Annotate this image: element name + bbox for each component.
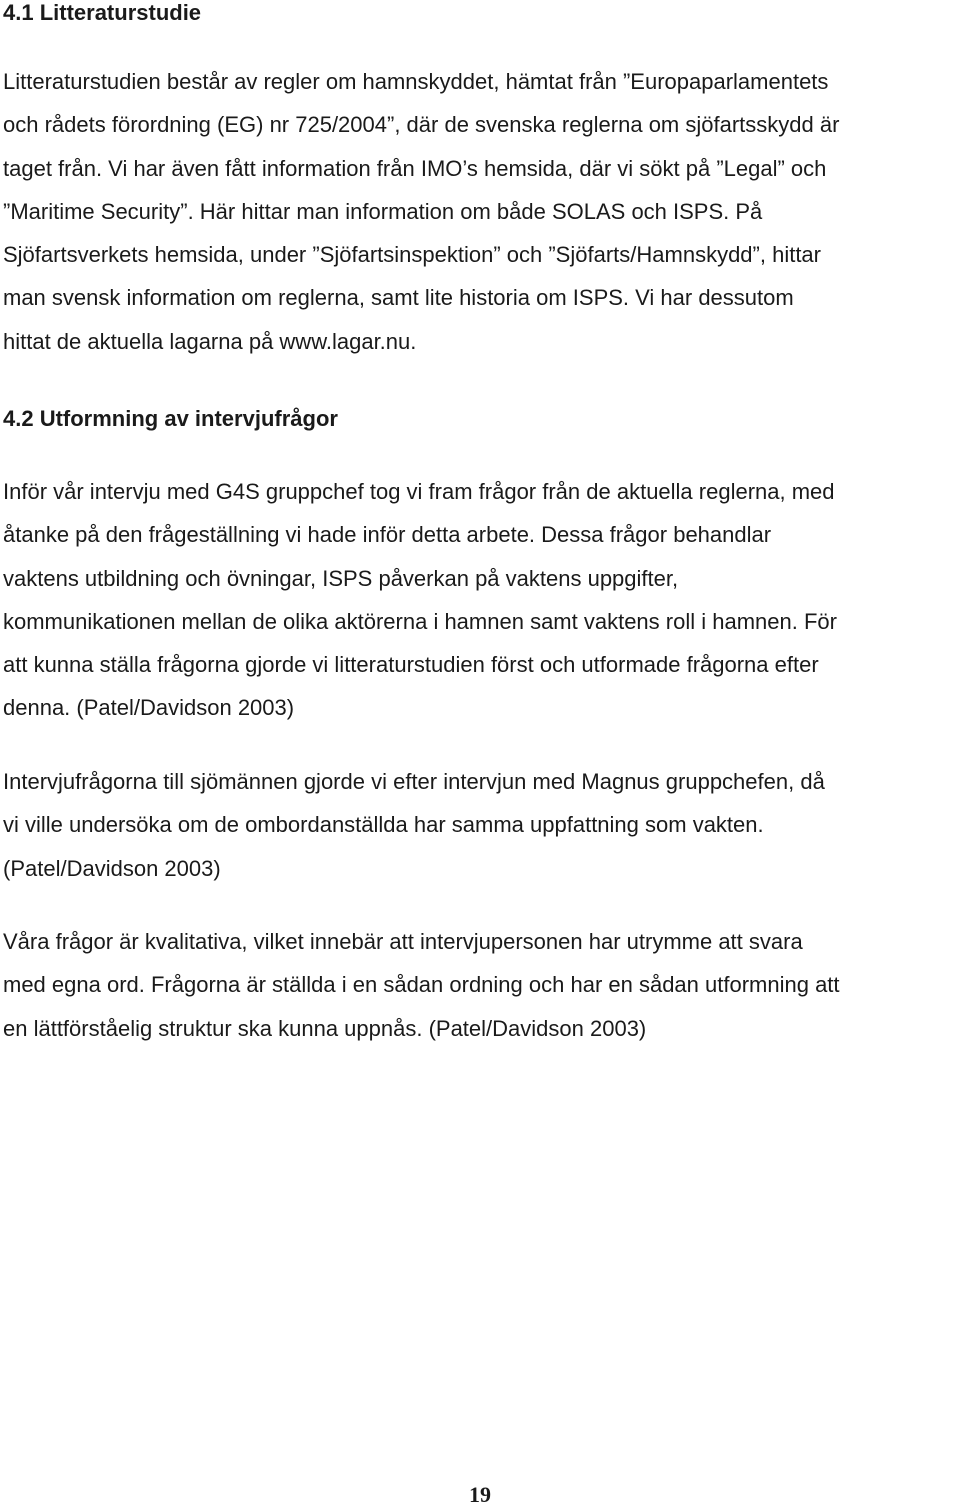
paragraph-kvalitativa bbox=[3, 920, 960, 1050]
section-heading-litteraturstudie: 4.1 Litteraturstudie bbox=[3, 0, 202, 25]
paragraph-intervju-fragor bbox=[3, 470, 960, 730]
text-line: kommunikationen mellan de olika aktörerna i hamnen samt vaktens roll i hamnen. För bbox=[3, 608, 837, 634]
paragraph-litteraturstudie bbox=[3, 60, 960, 363]
text-line: åtanke på den frågeställning vi hade inför detta arbete. Dessa frågor behandlar bbox=[3, 522, 772, 548]
text-line: Intervjufrågorna till sjömännen gjorde vi efter intervjun med Magnus gruppchefen, då bbox=[3, 769, 825, 794]
text-line: att kunna ställa frågorna gjorde vi litteraturstudien först och utformade frågorna efter bbox=[3, 652, 819, 678]
section-heading-utformning: 4.2 Utformning av intervjufrågor bbox=[3, 406, 338, 431]
text-line: man svensk information om reglerna, samt lite historia om ISPS. Vi har dessutom bbox=[3, 285, 794, 311]
text-line: och rådets förordning (EG) nr 725/2004”, där de svenska reglerna om sjöfartsskydd är bbox=[3, 112, 840, 138]
text-line: vi ville undersöka om de ombordanställda har samma uppfattning som vakten. bbox=[3, 812, 764, 838]
text-line: (Patel/Davidson 2003) bbox=[3, 855, 221, 881]
text-line: denna. (Patel/Davidson 2003) bbox=[3, 695, 295, 721]
text-line: en lättförståelig struktur ska kunna uppnås. (Patel/Davidson 2003) bbox=[3, 1015, 647, 1041]
page-number: 19 bbox=[469, 1482, 491, 1507]
text-line: vaktens utbildning och övningar, ISPS påverkan på vaktens uppgifter, bbox=[3, 565, 679, 591]
text-line: ”Maritime Security”. Här hittar man information om både SOLAS och ISPS. På bbox=[3, 198, 763, 224]
text-line: Litteraturstudien består av regler om hamnskyddet, hämtat från ”Europaparlamentets bbox=[3, 69, 829, 94]
text-line: hittat de aktuella lagarna på www.lagar.nu. bbox=[3, 328, 417, 354]
text-line: taget från. Vi har även fått information från IMO’s hemsida, där vi sökt på ”Legal” och bbox=[3, 155, 827, 181]
text-line: Inför vår intervju med G4S gruppchef tog vi fram frågor från de aktuella reglerna, med bbox=[3, 479, 835, 504]
text-line: Sjöfartsverkets hemsida, under ”Sjöfartsinspektion” och ”Sjöfarts/Hamnskydd”, hittar bbox=[3, 242, 821, 268]
text-line: Våra frågor är kvalitativa, vilket innebär att intervjupersonen har utrymme att svara bbox=[3, 929, 803, 954]
paragraph-sjomannen bbox=[3, 760, 960, 890]
text-line: med egna ord. Frågorna är ställda i en sådan ordning och har en sådan utformning att bbox=[3, 972, 840, 998]
